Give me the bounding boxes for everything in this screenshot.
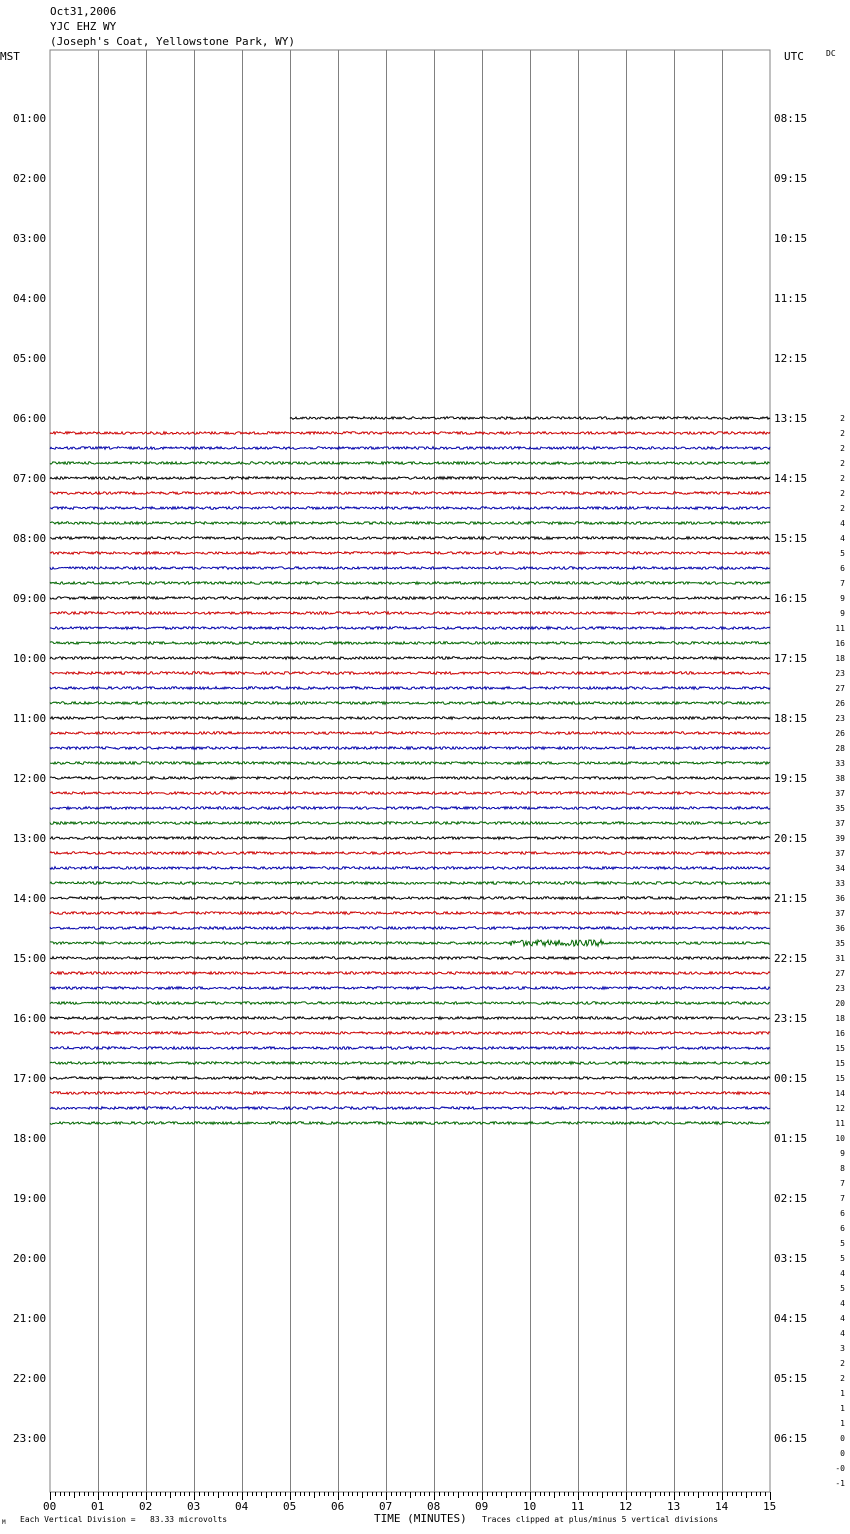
right-hour-label: 13:15	[774, 412, 808, 425]
dc-offset-label: 1	[840, 1419, 845, 1428]
dc-offset-label: 8	[840, 1164, 845, 1173]
dc-offset-label: 33	[835, 879, 845, 888]
dc-offset-label: 10	[835, 1134, 845, 1143]
right-hour-label: 12:15	[774, 352, 808, 365]
dc-offset-label: 2	[840, 474, 845, 483]
dc-offset-label: 39	[835, 834, 845, 843]
trace-row	[50, 1032, 770, 1035]
dc-offset-label: 3	[840, 1344, 845, 1353]
right-hour-label: 20:15	[774, 832, 808, 845]
left-hour-label: 22:00	[13, 1372, 47, 1385]
left-hour-label: 10:00	[13, 652, 47, 665]
trace-row	[50, 1017, 770, 1020]
x-tick-label: 03	[187, 1500, 201, 1513]
header-location: (Joseph's Coat, Yellowstone Park, WY)	[50, 35, 296, 48]
trace-row	[50, 897, 770, 900]
dc-offset-label: 27	[835, 969, 845, 978]
dc-offset-label: 2	[840, 414, 845, 423]
dc-offset-label: 33	[835, 759, 845, 768]
right-hour-label: 04:15	[774, 1312, 808, 1325]
dc-offset-label: 1	[840, 1404, 845, 1413]
header-date: Oct31,2006	[50, 5, 117, 18]
dc-offset-label: 5	[840, 1254, 845, 1263]
corner-mark: M	[2, 1519, 6, 1526]
x-tick-label: 14	[715, 1500, 729, 1513]
left-hour-label: 14:00	[13, 892, 47, 905]
trace-row	[50, 432, 770, 435]
x-tick-label: 13	[667, 1500, 681, 1513]
x-tick-label: 00	[43, 1500, 57, 1513]
right-hour-label: 21:15	[774, 892, 808, 905]
trace-row	[50, 987, 770, 990]
dc-offset-label: 15	[835, 1074, 845, 1083]
x-tick-label: 06	[331, 1500, 345, 1513]
right-hour-label: 00:15	[774, 1072, 808, 1085]
dc-offset-label: 26	[835, 699, 845, 708]
trace-row	[50, 1062, 770, 1065]
right-hour-label: 14:15	[774, 472, 808, 485]
right-hour-label: 22:15	[774, 952, 808, 965]
trace-row	[50, 657, 770, 660]
right-hour-label: 09:15	[774, 172, 808, 185]
x-tick-label: 01	[91, 1500, 105, 1513]
dc-offset-label: 2	[840, 459, 845, 468]
left-hour-label: 02:00	[13, 172, 47, 185]
dc-offset-label: 2	[840, 504, 845, 513]
dc-offset-label: 6	[840, 1224, 845, 1233]
dc-offset-label: 2	[840, 444, 845, 453]
dc-offset-label: 6	[840, 1209, 845, 1218]
trace-row	[50, 807, 770, 810]
dc-offset-label: 4	[840, 1314, 845, 1323]
trace-row	[50, 957, 770, 960]
trace-row	[50, 792, 770, 795]
trace-row	[50, 732, 770, 735]
trace-row	[50, 522, 770, 525]
dc-offset-label: 15	[835, 1059, 845, 1068]
dc-offset-label: 2	[840, 1359, 845, 1368]
trace-row	[50, 537, 770, 540]
left-hour-label: 07:00	[13, 472, 47, 485]
right-hour-label: 23:15	[774, 1012, 808, 1025]
plot-frame	[50, 50, 770, 1492]
dc-offset-label: 2	[840, 489, 845, 498]
trace-row	[50, 852, 770, 855]
trace-row	[50, 912, 770, 915]
trace-row	[50, 822, 770, 825]
dc-offset-label: 14	[835, 1089, 845, 1098]
trace-row	[50, 1107, 770, 1110]
dc-offset-label: 37	[835, 849, 845, 858]
dc-offset-label: 27	[835, 684, 845, 693]
left-hour-label: 20:00	[13, 1252, 47, 1265]
dc-offset-label: 38	[835, 774, 845, 783]
left-hour-label: 19:00	[13, 1192, 47, 1205]
right-hour-label: 03:15	[774, 1252, 808, 1265]
left-hour-label: 04:00	[13, 292, 47, 305]
left-hour-label: 21:00	[13, 1312, 47, 1325]
dc-offset-label: 37	[835, 789, 845, 798]
left-hour-label: 01:00	[13, 112, 47, 125]
trace-row	[50, 687, 770, 690]
trace-row	[50, 447, 770, 450]
dc-offset-label: 34	[835, 864, 845, 873]
dc-offset-label: 20	[835, 999, 845, 1008]
dc-offset-label: 16	[835, 639, 845, 648]
right-timezone-label: UTC	[784, 50, 804, 63]
dc-offset-label: 4	[840, 519, 845, 528]
trace-row	[50, 762, 770, 765]
right-hour-label: 08:15	[774, 112, 808, 125]
x-tick-label: 10	[523, 1500, 537, 1513]
trace-row	[50, 612, 770, 615]
left-hour-label: 16:00	[13, 1012, 47, 1025]
left-hour-label: 05:00	[13, 352, 47, 365]
dc-offset-label: 31	[835, 954, 845, 963]
grid-lines	[50, 50, 770, 1492]
left-hour-label: 11:00	[13, 712, 47, 725]
header-station: YJC EHZ WY	[50, 20, 117, 33]
left-hour-label: 09:00	[13, 592, 47, 605]
trace-row	[50, 837, 770, 840]
dc-offset-label: 7	[840, 1194, 845, 1203]
dc-offset-label: 11	[835, 1119, 845, 1128]
left-timezone-label: MST	[0, 50, 20, 63]
right-hour-label: 15:15	[774, 532, 808, 545]
trace-row	[50, 927, 770, 930]
dc-offset-label: 36	[835, 924, 845, 933]
right-hour-label: 17:15	[774, 652, 808, 665]
dc-offset-label: -1	[835, 1479, 845, 1488]
x-axis-title: TIME (MINUTES)	[374, 1512, 467, 1525]
dc-offset-label: 9	[840, 594, 845, 603]
clip-note: Traces clipped at plus/minus 5 vertical divisions	[482, 1515, 719, 1524]
trace-row	[50, 597, 770, 600]
left-hour-label: 18:00	[13, 1132, 47, 1145]
trace-row	[50, 642, 770, 645]
right-hour-label: 18:15	[774, 712, 808, 725]
dc-offset-label: -0	[835, 1464, 845, 1473]
trace-row	[50, 567, 770, 570]
dc-offset-label: 37	[835, 819, 845, 828]
x-tick-label: 05	[283, 1500, 297, 1513]
dc-offset-label: 4	[840, 1269, 845, 1278]
dc-offset-label: 12	[835, 1104, 845, 1113]
vertical-division-note: Each Vertical Division = 83.33 microvolts	[20, 1515, 228, 1524]
x-tick-label: 09	[475, 1500, 489, 1513]
trace-row	[50, 702, 770, 705]
dc-offset-label: 5	[840, 1284, 845, 1293]
trace-row	[50, 462, 770, 465]
left-hour-label: 23:00	[13, 1432, 47, 1445]
dc-label: DC	[826, 49, 836, 58]
dc-offset-label: 2	[840, 429, 845, 438]
trace-row	[50, 882, 770, 885]
dc-offset-label: 5	[840, 549, 845, 558]
trace-row	[50, 627, 770, 630]
dc-offset-label: 23	[835, 714, 845, 723]
right-hour-label: 19:15	[774, 772, 808, 785]
dc-offset-label: 4	[840, 534, 845, 543]
dc-offset-label: 5	[840, 1239, 845, 1248]
trace-row	[50, 972, 770, 975]
dc-offset-label: 7	[840, 579, 845, 588]
trace-group	[50, 417, 770, 1125]
dc-offset-label: 0	[840, 1449, 845, 1458]
dc-offset-label: 4	[840, 1329, 845, 1338]
right-hour-label: 06:15	[774, 1432, 808, 1445]
left-hour-label: 15:00	[13, 952, 47, 965]
trace-row	[50, 717, 770, 720]
left-hour-label: 08:00	[13, 532, 47, 545]
x-tick-label: 07	[379, 1500, 393, 1513]
trace-row	[50, 477, 770, 480]
trace-row	[50, 747, 770, 750]
x-tick-label: 12	[619, 1500, 633, 1513]
time-axis	[51, 1492, 771, 1500]
left-hour-label: 03:00	[13, 232, 47, 245]
trace-row	[50, 940, 770, 946]
dc-offset-label: 28	[835, 744, 845, 753]
dc-offset-label: 4	[840, 1299, 845, 1308]
dc-offset-label: 36	[835, 894, 845, 903]
x-tick-label: 02	[139, 1500, 153, 1513]
left-hour-label: 13:00	[13, 832, 47, 845]
dc-offset-label: 7	[840, 1179, 845, 1188]
left-hour-label: 12:00	[13, 772, 47, 785]
trace-row	[50, 507, 770, 510]
right-hour-label: 05:15	[774, 1372, 808, 1385]
x-tick-label: 04	[235, 1500, 249, 1513]
dc-offset-label: 1	[840, 1389, 845, 1398]
left-hour-label: 17:00	[13, 1072, 47, 1085]
trace-row	[50, 1092, 770, 1095]
dc-offset-label: 23	[835, 984, 845, 993]
trace-row	[50, 582, 770, 585]
trace-row	[50, 777, 770, 780]
left-hour-label: 06:00	[13, 412, 47, 425]
dc-offset-label: 6	[840, 564, 845, 573]
x-tick-label: 15	[763, 1500, 777, 1513]
trace-row	[50, 1047, 770, 1050]
trace-row	[50, 552, 770, 555]
x-tick-label: 11	[571, 1500, 585, 1513]
dc-offset-label: 18	[835, 1014, 845, 1023]
dc-offset-label: 11	[835, 624, 845, 633]
trace-row	[50, 1077, 770, 1080]
dc-offset-label: 9	[840, 609, 845, 618]
trace-row	[50, 867, 770, 870]
dc-offset-label: 2	[840, 1374, 845, 1383]
dc-offset-label: 18	[835, 654, 845, 663]
right-hour-label: 10:15	[774, 232, 808, 245]
dc-offset-label: 26	[835, 729, 845, 738]
dc-offset-label: 0	[840, 1434, 845, 1443]
right-hour-label: 16:15	[774, 592, 808, 605]
trace-row	[50, 1002, 770, 1005]
dc-offset-label: 35	[835, 804, 845, 813]
dc-offset-label: 37	[835, 909, 845, 918]
dc-offset-label: 23	[835, 669, 845, 678]
trace-row	[50, 492, 770, 495]
dc-offset-label: 15	[835, 1044, 845, 1053]
trace-row	[50, 672, 770, 675]
dc-offset-label: 16	[835, 1029, 845, 1038]
dc-offset-label: 35	[835, 939, 845, 948]
dc-offset-label: 9	[840, 1149, 845, 1158]
right-hour-label: 11:15	[774, 292, 808, 305]
right-hour-label: 01:15	[774, 1132, 808, 1145]
right-hour-label: 02:15	[774, 1192, 808, 1205]
trace-row	[50, 1122, 770, 1125]
x-tick-label: 08	[427, 1500, 441, 1513]
